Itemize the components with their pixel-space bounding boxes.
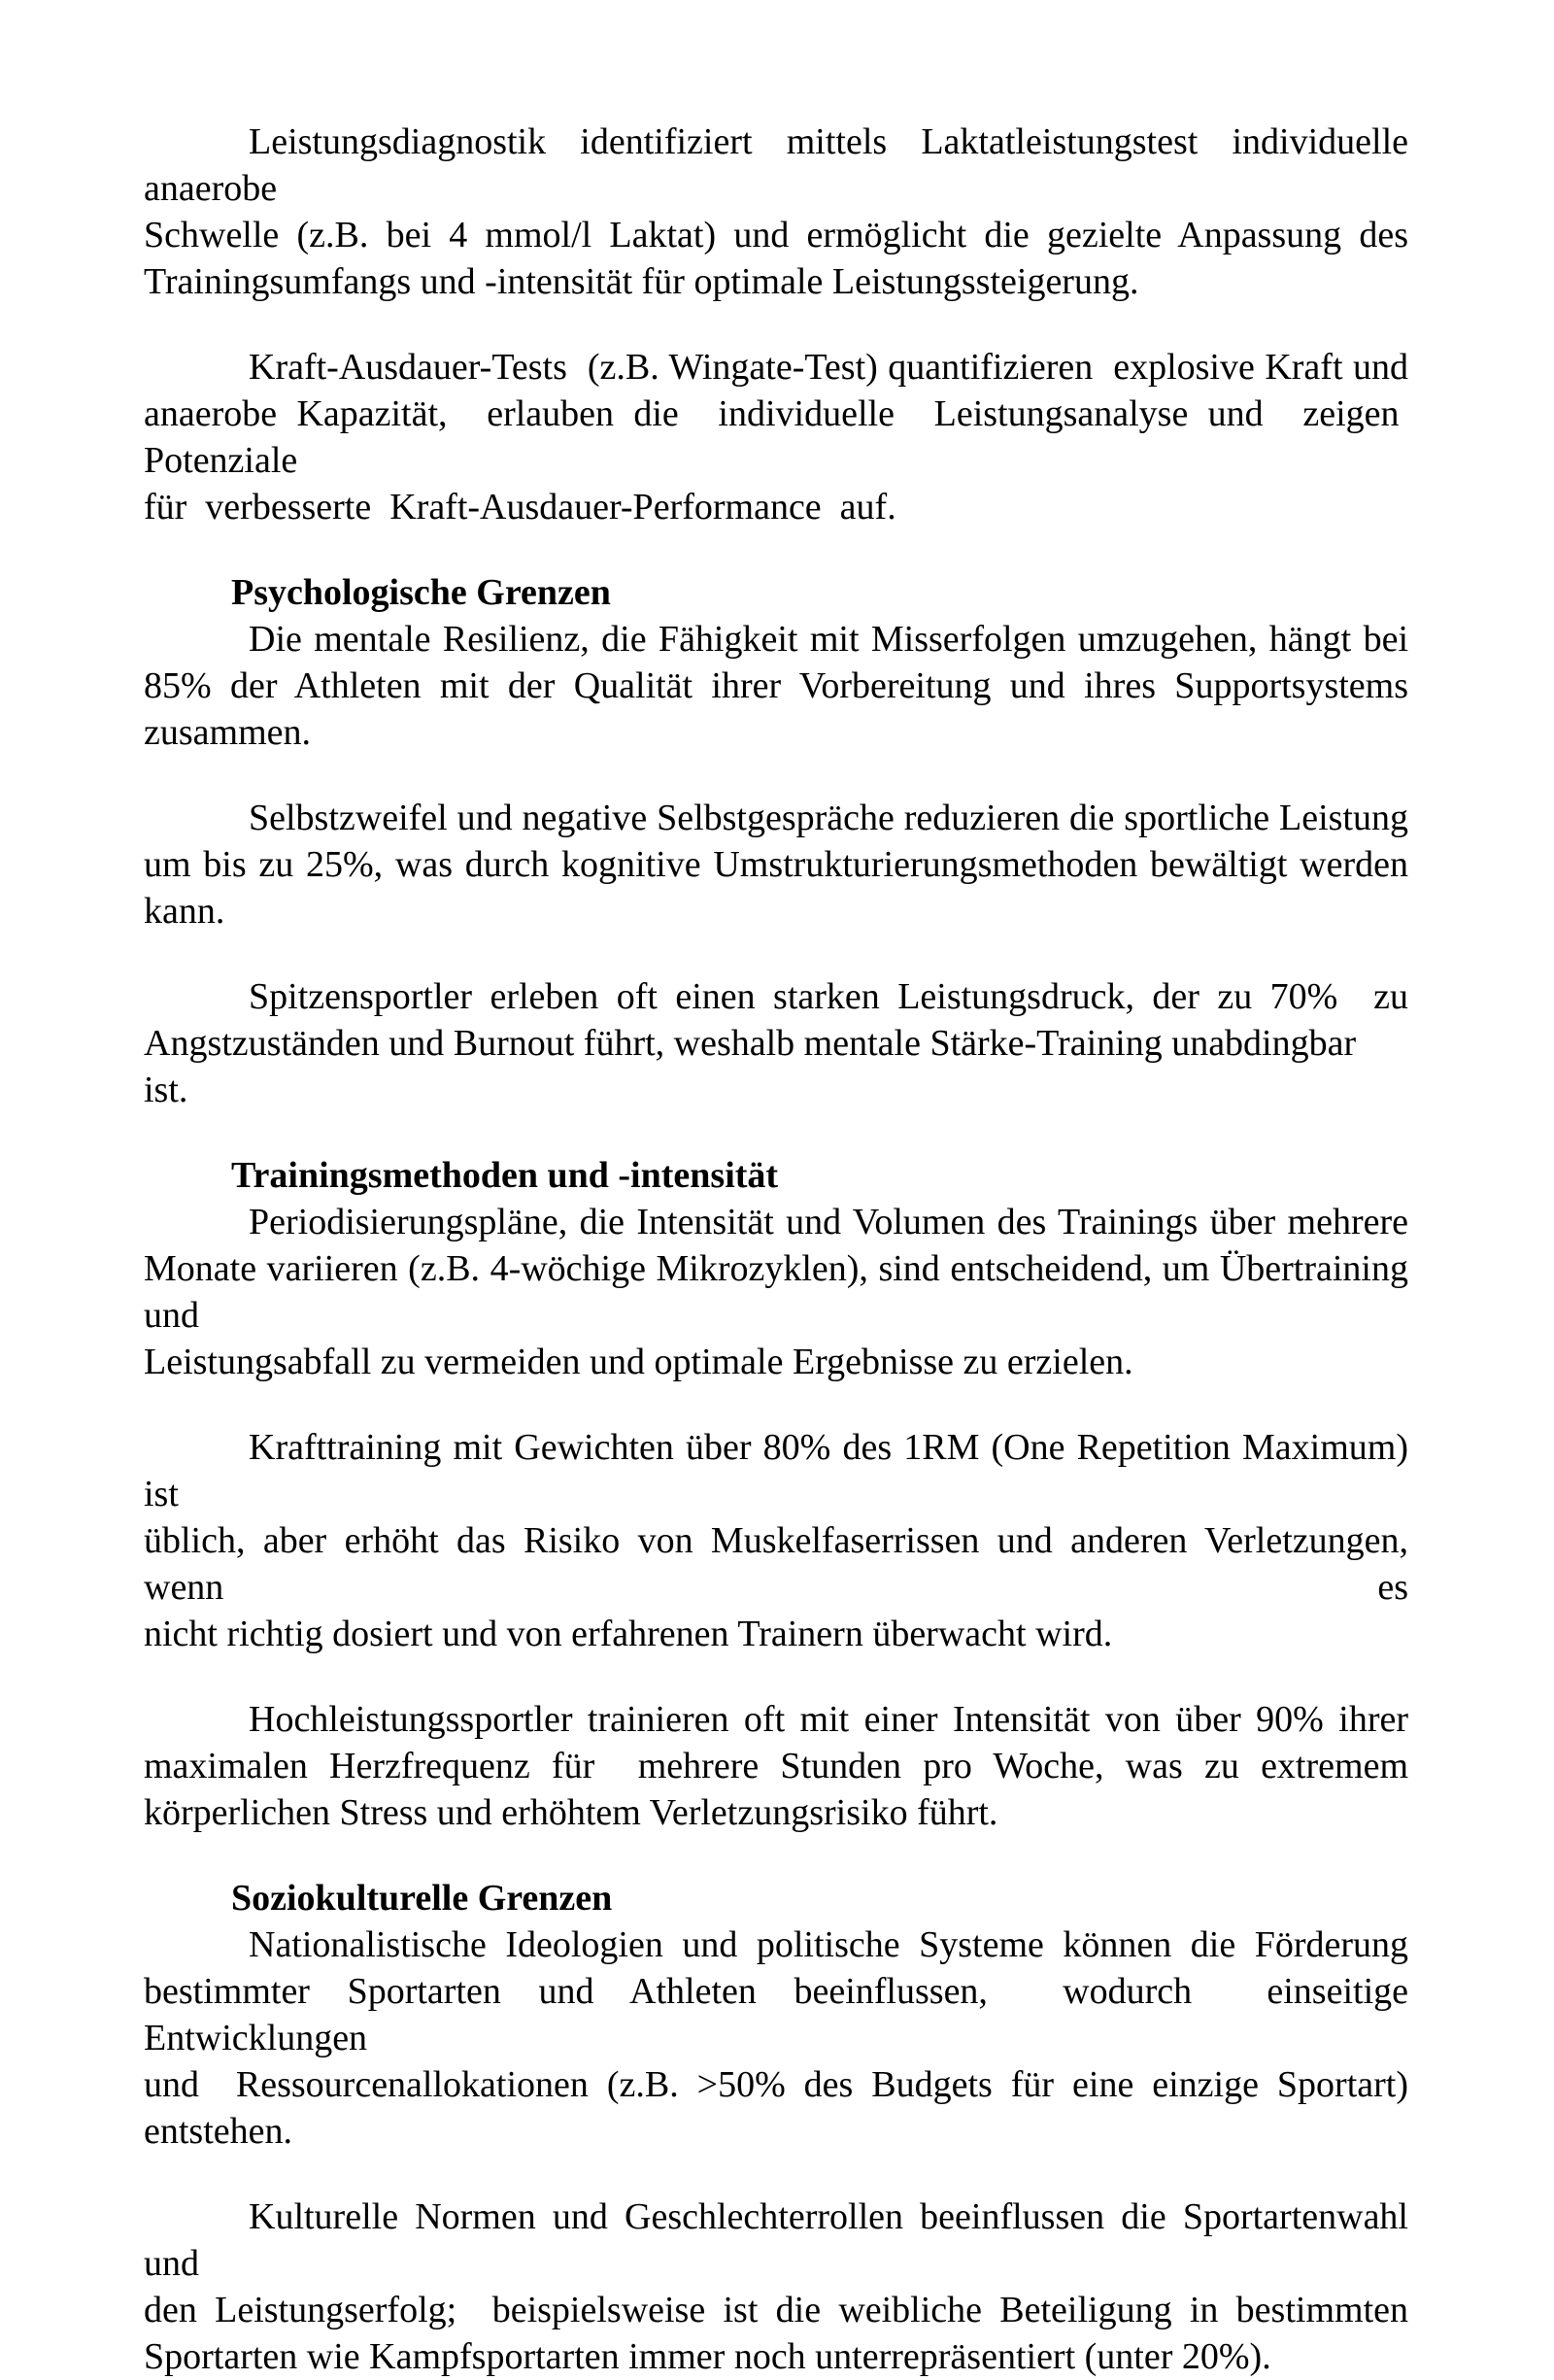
text-line: Leistungsdiagnostik identifiziert mittels Laktatleistungstest individuelle anaerobe	[144, 121, 1408, 209]
text-line: üblich, aber erhöht das Risiko von Muskelfaserrissen und anderen Verletzungen, wenn es	[144, 1520, 1408, 1608]
text-line: Krafttraining mit Gewichten über 80% des 1RM (One Repetition Maximum) ist	[144, 1427, 1408, 1514]
section-heading: Trainingsmethoden und -intensität	[231, 1155, 779, 1196]
text-line: Hochleistungssportler trainieren oft mit einer Intensität von über 90% ihrer	[249, 1699, 1408, 1740]
text-line: Sportarten wie Kampfsportarten immer noch unterrepräsentiert (unter 20%).	[144, 2336, 1271, 2377]
paragraph-block	[144, 795, 1408, 935]
paragraph-block	[144, 1696, 1408, 1836]
text-line: Kulturelle Normen und Geschlechterrollen beeinflussen die Sportartenwahl und	[144, 2196, 1408, 2284]
text-line: den Leistungserfolg; beispielsweise ist die weibliche Beteiligung in bestimmten	[144, 2290, 1408, 2330]
text-line: Periodisierungspläne, die Intensität und Volumen des Trainings über mehrere	[249, 1202, 1408, 1242]
text-line: Leistungsabfall zu vermeiden und optimale Ergebnisse zu erzielen.	[144, 1342, 1133, 1382]
section-heading: Soziokulturelle Grenzen	[231, 1878, 613, 1919]
text-line: Schwelle (z.B. bei 4 mmol/l Laktat) und ermöglicht die gezielte Anpassung des	[144, 215, 1408, 255]
text-line: 85% der Athleten mit der Qualität ihrer Vorbereitung und ihres Supportsystems	[144, 665, 1408, 706]
paragraph-block	[144, 973, 1408, 1113]
text-line: Angstzuständen und Burnout führt, weshalb mentale Stärke-Training unabdingbar ist.	[144, 1023, 1357, 1110]
text-line: entstehen.	[144, 2111, 293, 2152]
text-line: nicht richtig dosiert und von erfahrenen Trainern überwacht wird.	[144, 1614, 1113, 1654]
text-line: bestimmter Sportarten und Athleten beeinflussen, wodurch einseitige Entwicklungen	[144, 1971, 1408, 2058]
text-line: maximalen Herzfrequenz für mehrere Stunden pro Woche, was zu extremem	[144, 1746, 1408, 1786]
text-line: anaerobe Kapazität, erlauben die individuelle Leistungsanalyse und zeigen Potenziale	[144, 393, 1408, 481]
text-line: Spitzensportler erleben oft einen starken Leistungsdruck, der zu 70% zu	[249, 976, 1408, 1017]
text-line: kann.	[144, 891, 225, 932]
text-line: und Ressourcenallokationen (z.B. >50% des Budgets für eine einzige Sportart)	[144, 2064, 1408, 2105]
paragraph-block	[144, 344, 1408, 530]
section-heading: Psychologische Grenzen	[231, 572, 611, 613]
section-block	[144, 1875, 1408, 2155]
text-line: Monate variieren (z.B. 4-wöchige Mikrozyklen), sind entscheidend, um Übertraining und	[144, 1248, 1408, 1336]
text-line: Kraft-Ausdauer-Tests (z.B. Wingate-Test) quantifizieren explosive Kraft und	[249, 347, 1408, 388]
text-line: Nationalistische Ideologien und politische Systeme können die Förderung	[249, 1924, 1408, 1965]
text-line: um bis zu 25%, was durch kognitive Umstrukturierungsmethoden bewältigt werden	[144, 844, 1408, 885]
paragraph-block	[144, 2193, 1408, 2380]
text-line: Selbstzweifel und negative Selbstgespräche reduzieren die sportliche Leistung	[249, 798, 1408, 838]
document-content	[144, 119, 1408, 2380]
paragraph-block	[144, 119, 1408, 305]
section-block	[144, 1152, 1408, 1385]
section-block	[144, 569, 1408, 756]
text-line: Trainingsumfangs und -intensität für optimale Leistungssteigerung.	[144, 261, 1139, 302]
text-line: Die mentale Resilienz, die Fähigkeit mit Misserfolgen umzugehen, hängt bei	[249, 619, 1408, 660]
text-line: zusammen.	[144, 712, 312, 753]
paragraph-block	[144, 1424, 1408, 1657]
text-line: körperlichen Stress und erhöhtem Verletzungsrisiko führt.	[144, 1792, 998, 1833]
text-line: für verbesserte Kraft-Ausdauer-Performance auf.	[144, 487, 896, 527]
